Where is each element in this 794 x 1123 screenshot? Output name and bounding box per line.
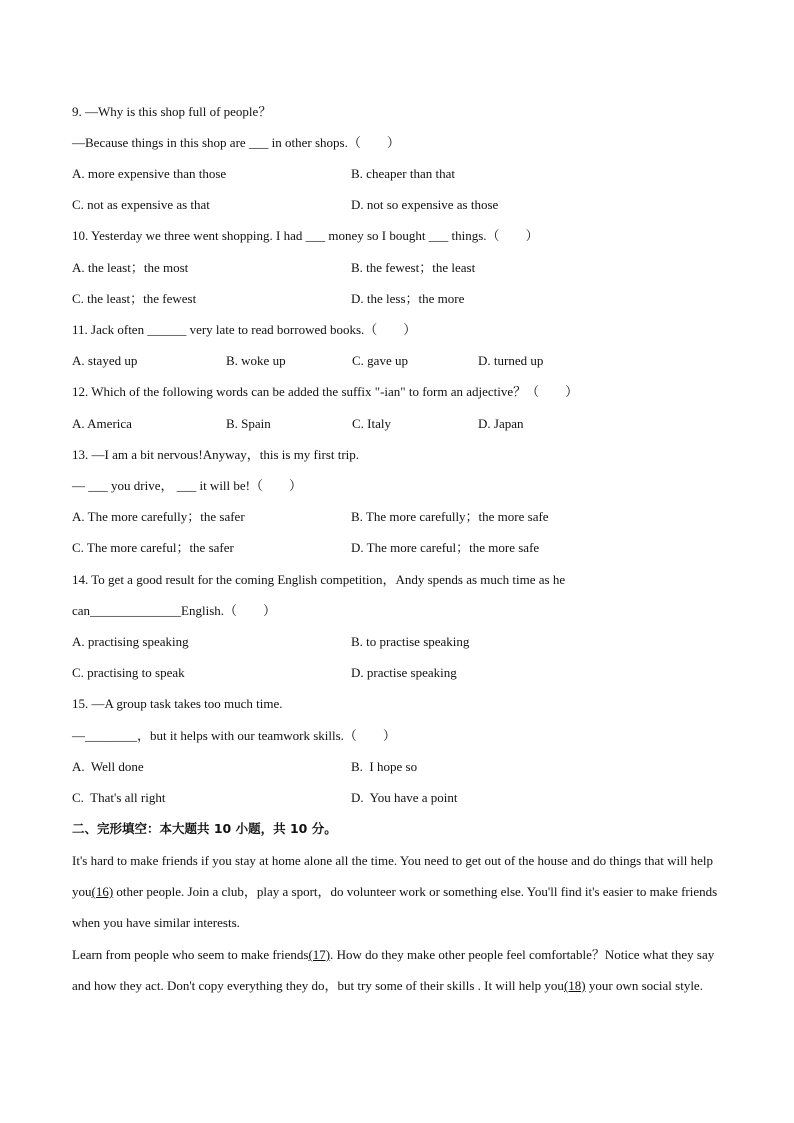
question-9-stem: 9. —Why is this shop full of people？ <box>72 104 272 119</box>
q15-option-a: A. Well done <box>72 759 144 774</box>
passage-paragraph-1 <box>72 845 722 938</box>
question-12-stem: 12. Which of the following words can be added the suffix "-ian" to form an adjective？（ ） <box>72 384 579 399</box>
q11-option-b: B. woke up <box>226 353 286 368</box>
passage-p2-text-b: . How do they make other people feel comfortable？Notice what they say and how they act. Don't copy everything they do，but try some of their skills . It will help you <box>72 947 715 993</box>
q9-option-b: B. cheaper than that <box>351 166 455 181</box>
blank-17: (17) <box>308 947 331 962</box>
passage-p2-text-a: Learn from people who seem to make friends <box>72 947 309 962</box>
q14-option-a: A. practising speaking <box>72 634 189 649</box>
q13-option-d: D. The more careful；the more safe <box>351 540 540 555</box>
q10-option-d: D. the less；the more <box>351 291 465 306</box>
passage-p1-text-a: It's hard to make friends if you stay at home alone all the time. You need to get out of the house and do things that will help you <box>72 853 714 899</box>
q12-option-b: B. Spain <box>226 416 271 431</box>
q13-option-c: C. The more careful；the safer <box>72 540 234 555</box>
question-15-line2: —________，but it helps with our teamwork skills.（ ） <box>72 728 396 743</box>
q14-option-b: B. to practise speaking <box>351 634 470 649</box>
q11-option-d: D. turned up <box>478 353 544 368</box>
q13-option-a: A. The more carefully；the safer <box>72 509 245 524</box>
q11-option-a: A. stayed up <box>72 353 138 368</box>
question-9-line2: —Because things in this shop are ___ in other shops.（ ） <box>72 135 400 150</box>
q15-option-b: B. I hope so <box>351 759 418 774</box>
q14-option-d: D. practise speaking <box>351 665 457 680</box>
blank-18: (18) <box>563 978 586 993</box>
q13-option-b: B. The more carefully；the more safe <box>351 509 549 524</box>
question-13-stem: 13. —I am a bit nervous!Anyway，this is my first trip. <box>72 447 360 462</box>
question-15-stem: 15. —A group task takes too much time. <box>72 696 283 711</box>
passage-p2-text-c: your own social style. <box>585 978 703 993</box>
question-14-stem: 14. To get a good result for the coming English competition，Andy spends as much time as he <box>72 572 566 587</box>
q10-option-a: A. the least；the most <box>72 260 189 275</box>
q14-option-c: C. practising to speak <box>72 665 185 680</box>
q9-option-d: D. not so expensive as those <box>351 197 499 212</box>
passage-p1-text-b: other people. Join a club，play a sport，do volunteer work or something else. You'll find it's easier to make friends when you have similar interests. <box>72 884 718 930</box>
q12-option-d: D. Japan <box>478 416 524 431</box>
q10-option-c: C. the least；the fewest <box>72 291 197 306</box>
blank-16: (16) <box>91 884 114 899</box>
q12-option-a: A. America <box>72 416 132 431</box>
question-11-stem: 11. Jack often ______ very late to read borrowed books.（ ） <box>72 322 417 337</box>
passage-paragraph-2 <box>72 939 722 1001</box>
question-10-stem: 10. Yesterday we three went shopping. I had ___ money so I bought ___ things.（ ） <box>72 228 539 243</box>
q10-option-b: B. the fewest；the least <box>351 260 476 275</box>
section-2-title: 二、完形填空：本大题共 10 小题，共 10 分。 <box>72 821 337 836</box>
q12-option-c: C. Italy <box>352 416 391 431</box>
question-13-line2: — ___ you drive， ___ it will be!（ ） <box>72 478 303 493</box>
q9-option-c: C. not as expensive as that <box>72 197 210 212</box>
q15-option-d: D. You have a point <box>351 790 458 805</box>
q9-option-a: A. more expensive than those <box>72 166 227 181</box>
q15-option-c: C. That's all right <box>72 790 166 805</box>
question-14-line2: can______________English.（ ） <box>72 603 277 618</box>
q11-option-c: C. gave up <box>352 353 408 368</box>
